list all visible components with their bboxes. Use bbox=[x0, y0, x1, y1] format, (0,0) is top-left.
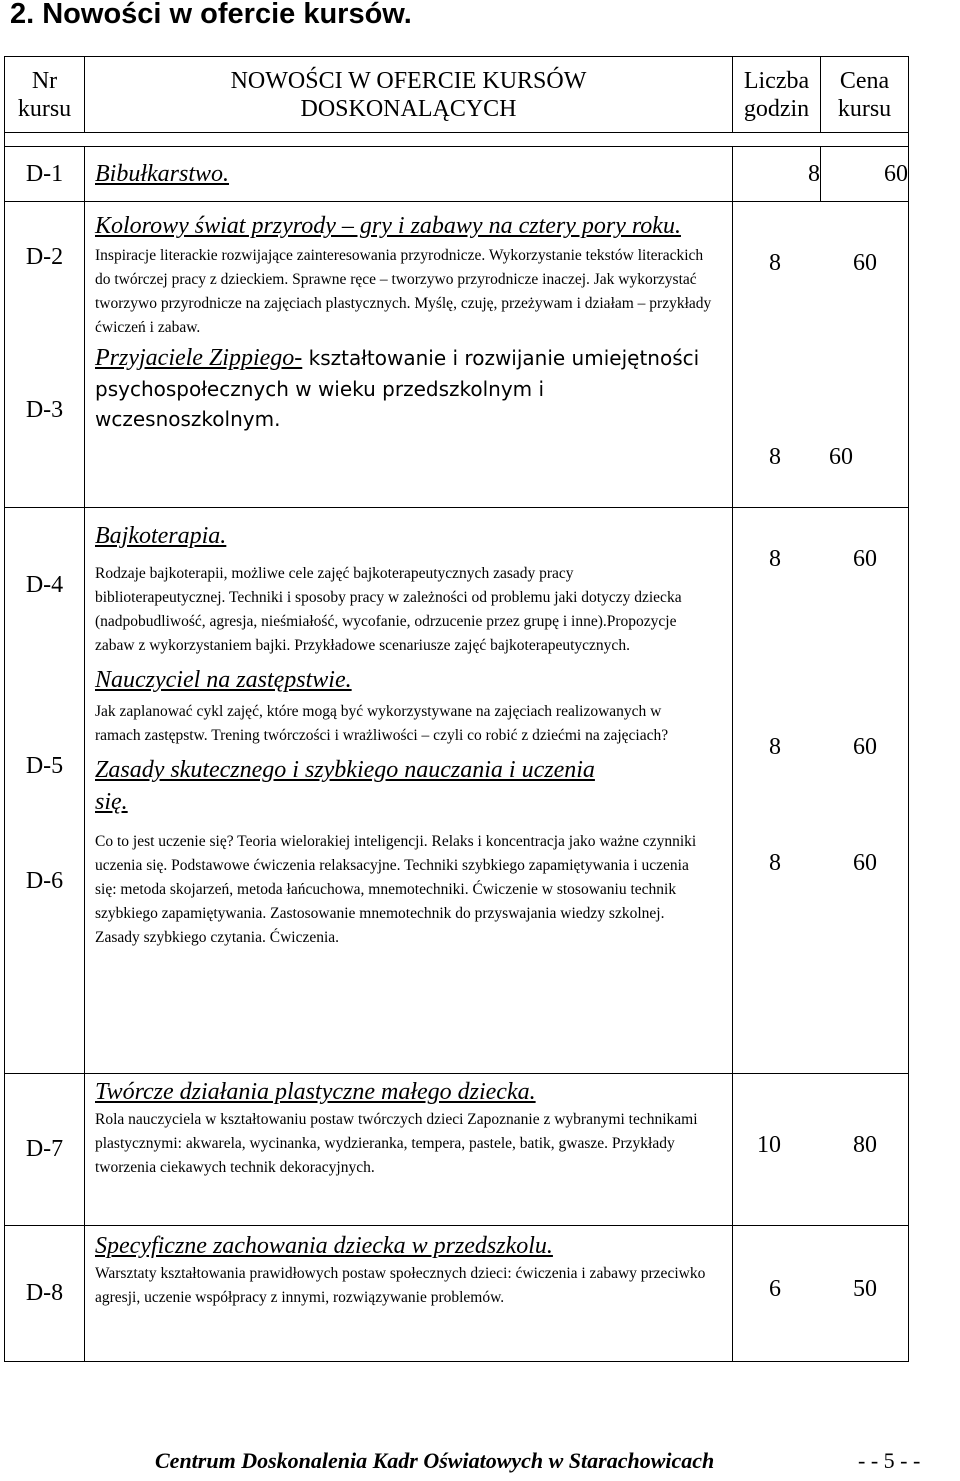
course-hours: 10 bbox=[757, 1132, 781, 1158]
course-code: D-3 bbox=[25, 397, 64, 423]
course-description: Co to jest uczenie się? Teoria wielorakiej inteligencji. Relaks i koncentracja jako ważne czynniki uczenia się. Podstawowe ćwiczenia relaksacyjne. Techniki szybkiego zapamiętywania i uczenia się: metoda skojarzeń, metoda łańcuchowa, mnemotechniki. Ćwiczenie w stosowaniu technik szybkiego zapamiętywania. Zastosowanie mnemotechnik do przyswajania wiedzy szkolnej. Zasady szybkiego czytania. Ćwiczenia. bbox=[95, 833, 697, 946]
course-code: D-1 bbox=[5, 147, 85, 202]
course-description: Inspiracje literackie rozwijające zainteresowania przyrodnicze. Wykorzystanie tekstów literackich do twórczej pracy z dzieckiem. Sprawne ręce – tworzywo przyrodnicze inaczej. Jak wykorzystać tworzywo przyrodnicze na zajęciach plastycznych. Myślę, czuję, przeżywam i działam – przykłady ćwiczeń i zabaw. bbox=[95, 247, 712, 336]
course-code: D-4 bbox=[25, 572, 64, 598]
course-code: D-5 bbox=[25, 753, 64, 779]
header-hours: Liczba godzin bbox=[733, 57, 821, 133]
course-description: Warsztaty kształtowania prawidłowych postaw społecznych dzieci: ćwiczenia i zabawy przeciwko agresji, uczenie współpracy z innymi, rozwiązywanie problemów. bbox=[95, 1265, 706, 1306]
header-price: Cena kursu bbox=[821, 57, 909, 133]
course-code: D-7 bbox=[5, 1074, 85, 1226]
table-row bbox=[5, 147, 909, 202]
section-title: 2. Nowości w ofercie kursów. bbox=[10, 0, 412, 30]
table-row bbox=[5, 508, 909, 1074]
course-title: Bibułkarstwo. bbox=[95, 161, 230, 187]
course-description: kształtowanie i rozwijanie umiejętności psychospołecznych w wieku przedszkolnym i wczesnoszkolnym. bbox=[95, 346, 700, 431]
course-description: Rodzaje bajkoterapii, możliwe cele zajęć bajkoterapeutycznych zasady pracy biblioterapeutycznej. Techniki i sposoby pracy w zależności od problemu jaki dotyczy dziecka (nadpobudliwość, agresja, nieśmiałość, wycofanie, odrzucenie przez grupę i inne).Propozycje zabaw z wykorzystaniem bajki. Przykładowe scenariusze zajęć bajkoterapeutycznych. bbox=[95, 565, 682, 654]
course-price: 60 bbox=[853, 546, 877, 572]
courses-table bbox=[4, 56, 909, 1362]
course-title: Twórcze działania plastyczne małego dziecka. bbox=[95, 1079, 536, 1105]
course-title: Specyficzne zachowania dziecka w przedszkolu. bbox=[95, 1233, 553, 1259]
course-title: Bajkoterapia. bbox=[95, 523, 227, 549]
table-row bbox=[5, 1226, 909, 1362]
table-header-row bbox=[5, 57, 909, 133]
course-price: 80 bbox=[853, 1132, 877, 1158]
course-code: D-8 bbox=[5, 1226, 85, 1362]
course-hours: 8 bbox=[769, 444, 781, 470]
course-code: D-2 bbox=[25, 244, 64, 270]
table-row bbox=[5, 202, 909, 508]
course-price: 50 bbox=[853, 1276, 877, 1302]
course-title: Nauczyciel na zastępstwie. bbox=[95, 667, 352, 693]
header-nr: Nr kursu bbox=[5, 57, 85, 133]
course-hours: 8 bbox=[769, 734, 781, 760]
course-title: Przyjaciele Zippiego- bbox=[95, 345, 303, 371]
course-description: Jak zaplanować cykl zajęć, które mogą być wykorzystywane na zajęciach realizowanych w ramach zastępstw. Trening twórczości i wrażliwości – czyli co robić z dziećmi na zajęciach? bbox=[95, 703, 669, 744]
course-code: D-6 bbox=[25, 868, 64, 894]
course-price: 60 bbox=[829, 444, 853, 470]
course-title: Kolorowy świat przyrody – gry i zabawy na cztery pory roku. bbox=[95, 213, 681, 239]
table-row bbox=[5, 1074, 909, 1226]
course-hours: 6 bbox=[769, 1276, 781, 1302]
course-price: 60 bbox=[821, 147, 909, 202]
course-hours: 8 bbox=[733, 147, 821, 202]
footer-institution: Centrum Doskonalenia Kadr Oświatowych w Starachowicach bbox=[155, 1448, 715, 1473]
course-hours: 8 bbox=[769, 850, 781, 876]
course-description: Rola nauczyciela w kształtowaniu postaw twórczych dzieci Zapoznanie z wybranymi technikami plastycznymi: akwarela, wycinanka, wydzieranka, tempera, pastele, batik, gwasze. Przykłady tworzenia ciekawych technik dekoracyjnych. bbox=[95, 1111, 698, 1176]
page-number: - - 5 - - bbox=[858, 1448, 921, 1473]
course-title: Zasady skutecznego i szybkiego nauczania i uczenia się. bbox=[95, 757, 595, 815]
course-hours: 8 bbox=[769, 546, 781, 572]
course-hours: 8 bbox=[769, 250, 781, 276]
course-price: 60 bbox=[853, 734, 877, 760]
course-price: 60 bbox=[853, 850, 877, 876]
header-title: NOWOŚCI W OFERCIE KURSÓW DOSKONALĄCYCH bbox=[85, 57, 733, 133]
course-price: 60 bbox=[853, 250, 877, 276]
